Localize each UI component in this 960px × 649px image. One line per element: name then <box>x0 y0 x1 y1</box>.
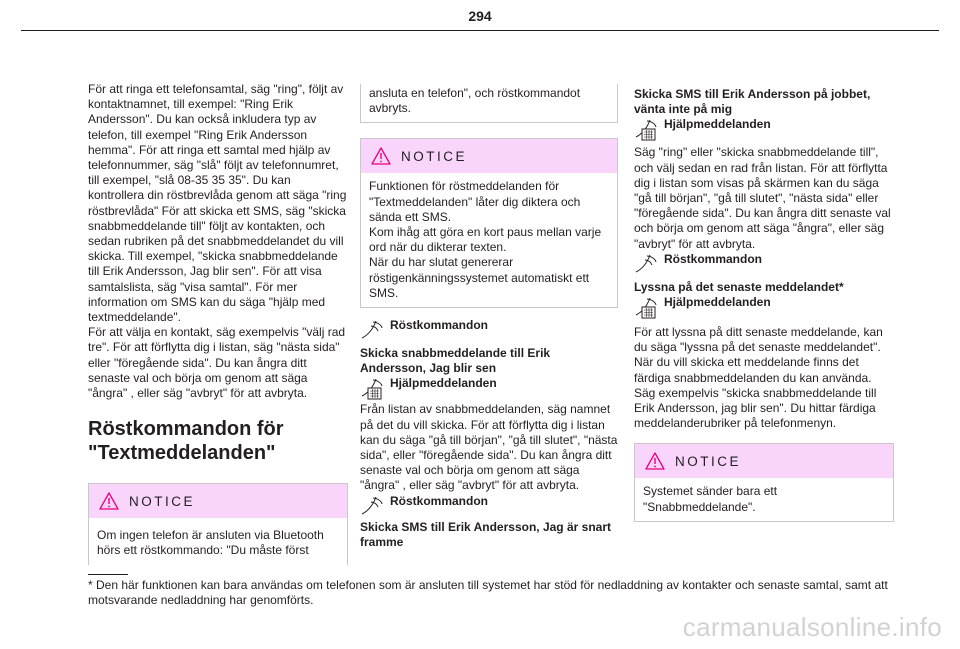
notice-title: NOTICE <box>401 148 468 164</box>
notice-body <box>89 518 347 564</box>
section-heading: Röstkommandon för "Textmeddelanden" <box>88 418 284 465</box>
voice-command-icon <box>360 318 386 340</box>
notice-text: Om ingen telefon är ansluten via Bluetooth hörs ett röstkommando: "Du måste först <box>97 528 324 558</box>
notice-header <box>89 484 347 518</box>
help-message-label-text: Hjälpmeddelanden <box>664 117 771 132</box>
notice-box <box>88 483 348 564</box>
notice-box <box>360 138 618 308</box>
voice-command-label-text: Röstkommandon <box>664 251 763 266</box>
column-3 <box>634 87 894 522</box>
footnote: * Den här funktionen kan bara användas om telefonen som är ansluten till systemet har stöd för nedladdning av kontakter och senaste samtal, samt att motsvarande nedladdning har genomförts. <box>88 578 888 608</box>
help-message-label <box>634 117 894 141</box>
voice-command-icon <box>360 494 386 516</box>
command-1: Skicka snabbmeddelande till Erik Andersson, Jag blir sen <box>360 346 551 376</box>
command-2: Lyssna på det senaste meddelandet* <box>634 279 844 294</box>
notice-body <box>361 173 617 307</box>
voice-command-label <box>634 252 894 274</box>
help-message-label <box>360 376 618 400</box>
help-message-icon <box>634 295 660 319</box>
warning-triangle-icon <box>645 452 665 470</box>
warning-triangle-icon <box>371 147 391 165</box>
voice-command-label-text: Röstkommandon <box>390 318 489 333</box>
warning-triangle-icon <box>99 492 119 510</box>
footnote-rule <box>88 574 128 575</box>
voice-command-label <box>360 494 618 516</box>
notice-title: NOTICE <box>129 493 196 509</box>
help-message-label-text: Hjälpmeddelanden <box>390 376 497 391</box>
voice-command-icon <box>634 252 660 274</box>
help-text-1: Säg "ring" eller "skicka snabbmeddelande till", och välj sedan en rad från listan. För att förflytta dig i listan som visas på skärmen kan du säga "gå till början", "gå till slutet", "nästa sida" eller "föregående sida". Du kan ångra ditt senaste val och börja om genom att säga "ångra", eller säg "avbryt" för att avbryta. <box>634 145 891 251</box>
intro-paragraph: För att ringa ett telefonsamtal, säg "ring", följt av kontaktnamnet, till exempel: "Ring Erik Andersson". Du kan också inkludera typ av telefon, till exempel "Ring Erik Andersson hemma". För att ringa ett samtal med hjälp av telefonnummer, säg "slå" följt av telefonnumret, till exempel, "slå 08-35 35 35". Du kan kontrollera din röstbrevlåda genom att säga "ring röstbrevlåda" För att skicka ett SMS, säg "skicka snabbmeddelande till" följt av kontakten, och sedan rubriken på det snabbmeddelandet du vill skicka. Till exempel, "skicka snabbmeddelande till Erik Andersson, Jag blir sen". För att visa samtalslista, säg "visa samtal". För mer information om SMS kan du säga "hjälp med textmeddelande". <box>88 82 347 325</box>
column-1 <box>88 82 348 565</box>
voice-command-label <box>360 318 618 340</box>
voice-command-label-text: Röstkommandon <box>390 493 489 508</box>
notice-continued <box>360 84 618 123</box>
header-rule <box>21 30 939 31</box>
help-text-2: För att lyssna på ditt senaste meddelande, kan du säga "lyssna på det senaste meddelandet". När du vill skicka ett meddelande finns det färdiga snabbmeddelanden du kan använda. Säg exempelvis "skicka snabbmeddelande till Erik Andersson, jag blir sen". Du hittar färdiga meddelanderubriker på telefonmenyn. <box>634 325 883 431</box>
notice-text: Systemet sänder bara ett "Snabbmeddelande". <box>643 484 778 514</box>
help-text: Från listan av snabbmeddelanden, säg namnet på det du vill skicka. För att förflytta dig i listan kan du säga "gå till början", "gå till slutet", "nästa sida", eller "föregående sida". Du kan ångra ditt senaste val och börja om genom att säga "ångra" , eller säg "avbryt" för att avbryta. <box>360 402 618 493</box>
notice-body <box>635 478 893 520</box>
notice-continued-text: ansluta en telefon", och röstkommandot avbryts. <box>369 86 581 116</box>
watermark: carmanualsonline.info <box>682 612 942 642</box>
notice-text: Funktionen för röstmeddelanden för "Textmeddelanden" låter dig diktera och sända ett SMS. Kom ihåg att göra en kort paus mellan varje ord när du dikterar texten. När du har slutat genererar röstigenkänningssystemet automatiskt ett SMS. <box>369 179 602 300</box>
help-message-icon <box>360 376 386 400</box>
page-number: 294 <box>468 8 492 24</box>
notice-header <box>635 444 893 478</box>
notice-header <box>361 139 617 173</box>
help-message-label-text: Hjälpmeddelanden <box>664 295 771 310</box>
column-2 <box>360 84 618 550</box>
notice-title: NOTICE <box>675 453 742 469</box>
help-message-label <box>634 295 894 319</box>
notice-box <box>634 443 894 521</box>
help-message-icon <box>634 117 660 141</box>
select-paragraph: För att välja en kontakt, säg exempelvis "välj rad tre". För att förflytta dig i listan, säg "nästa sida" eller "föregående sida". Du kan ångra ditt senaste val och börja om genom att säga "ångra" , eller säg "avbryt" för att avbryta. <box>88 325 346 401</box>
command-1: Skicka SMS till Erik Andersson på jobbet, vänta inte på mig <box>634 87 871 117</box>
command-2: Skicka SMS till Erik Andersson, Jag är snart framme <box>360 519 611 549</box>
